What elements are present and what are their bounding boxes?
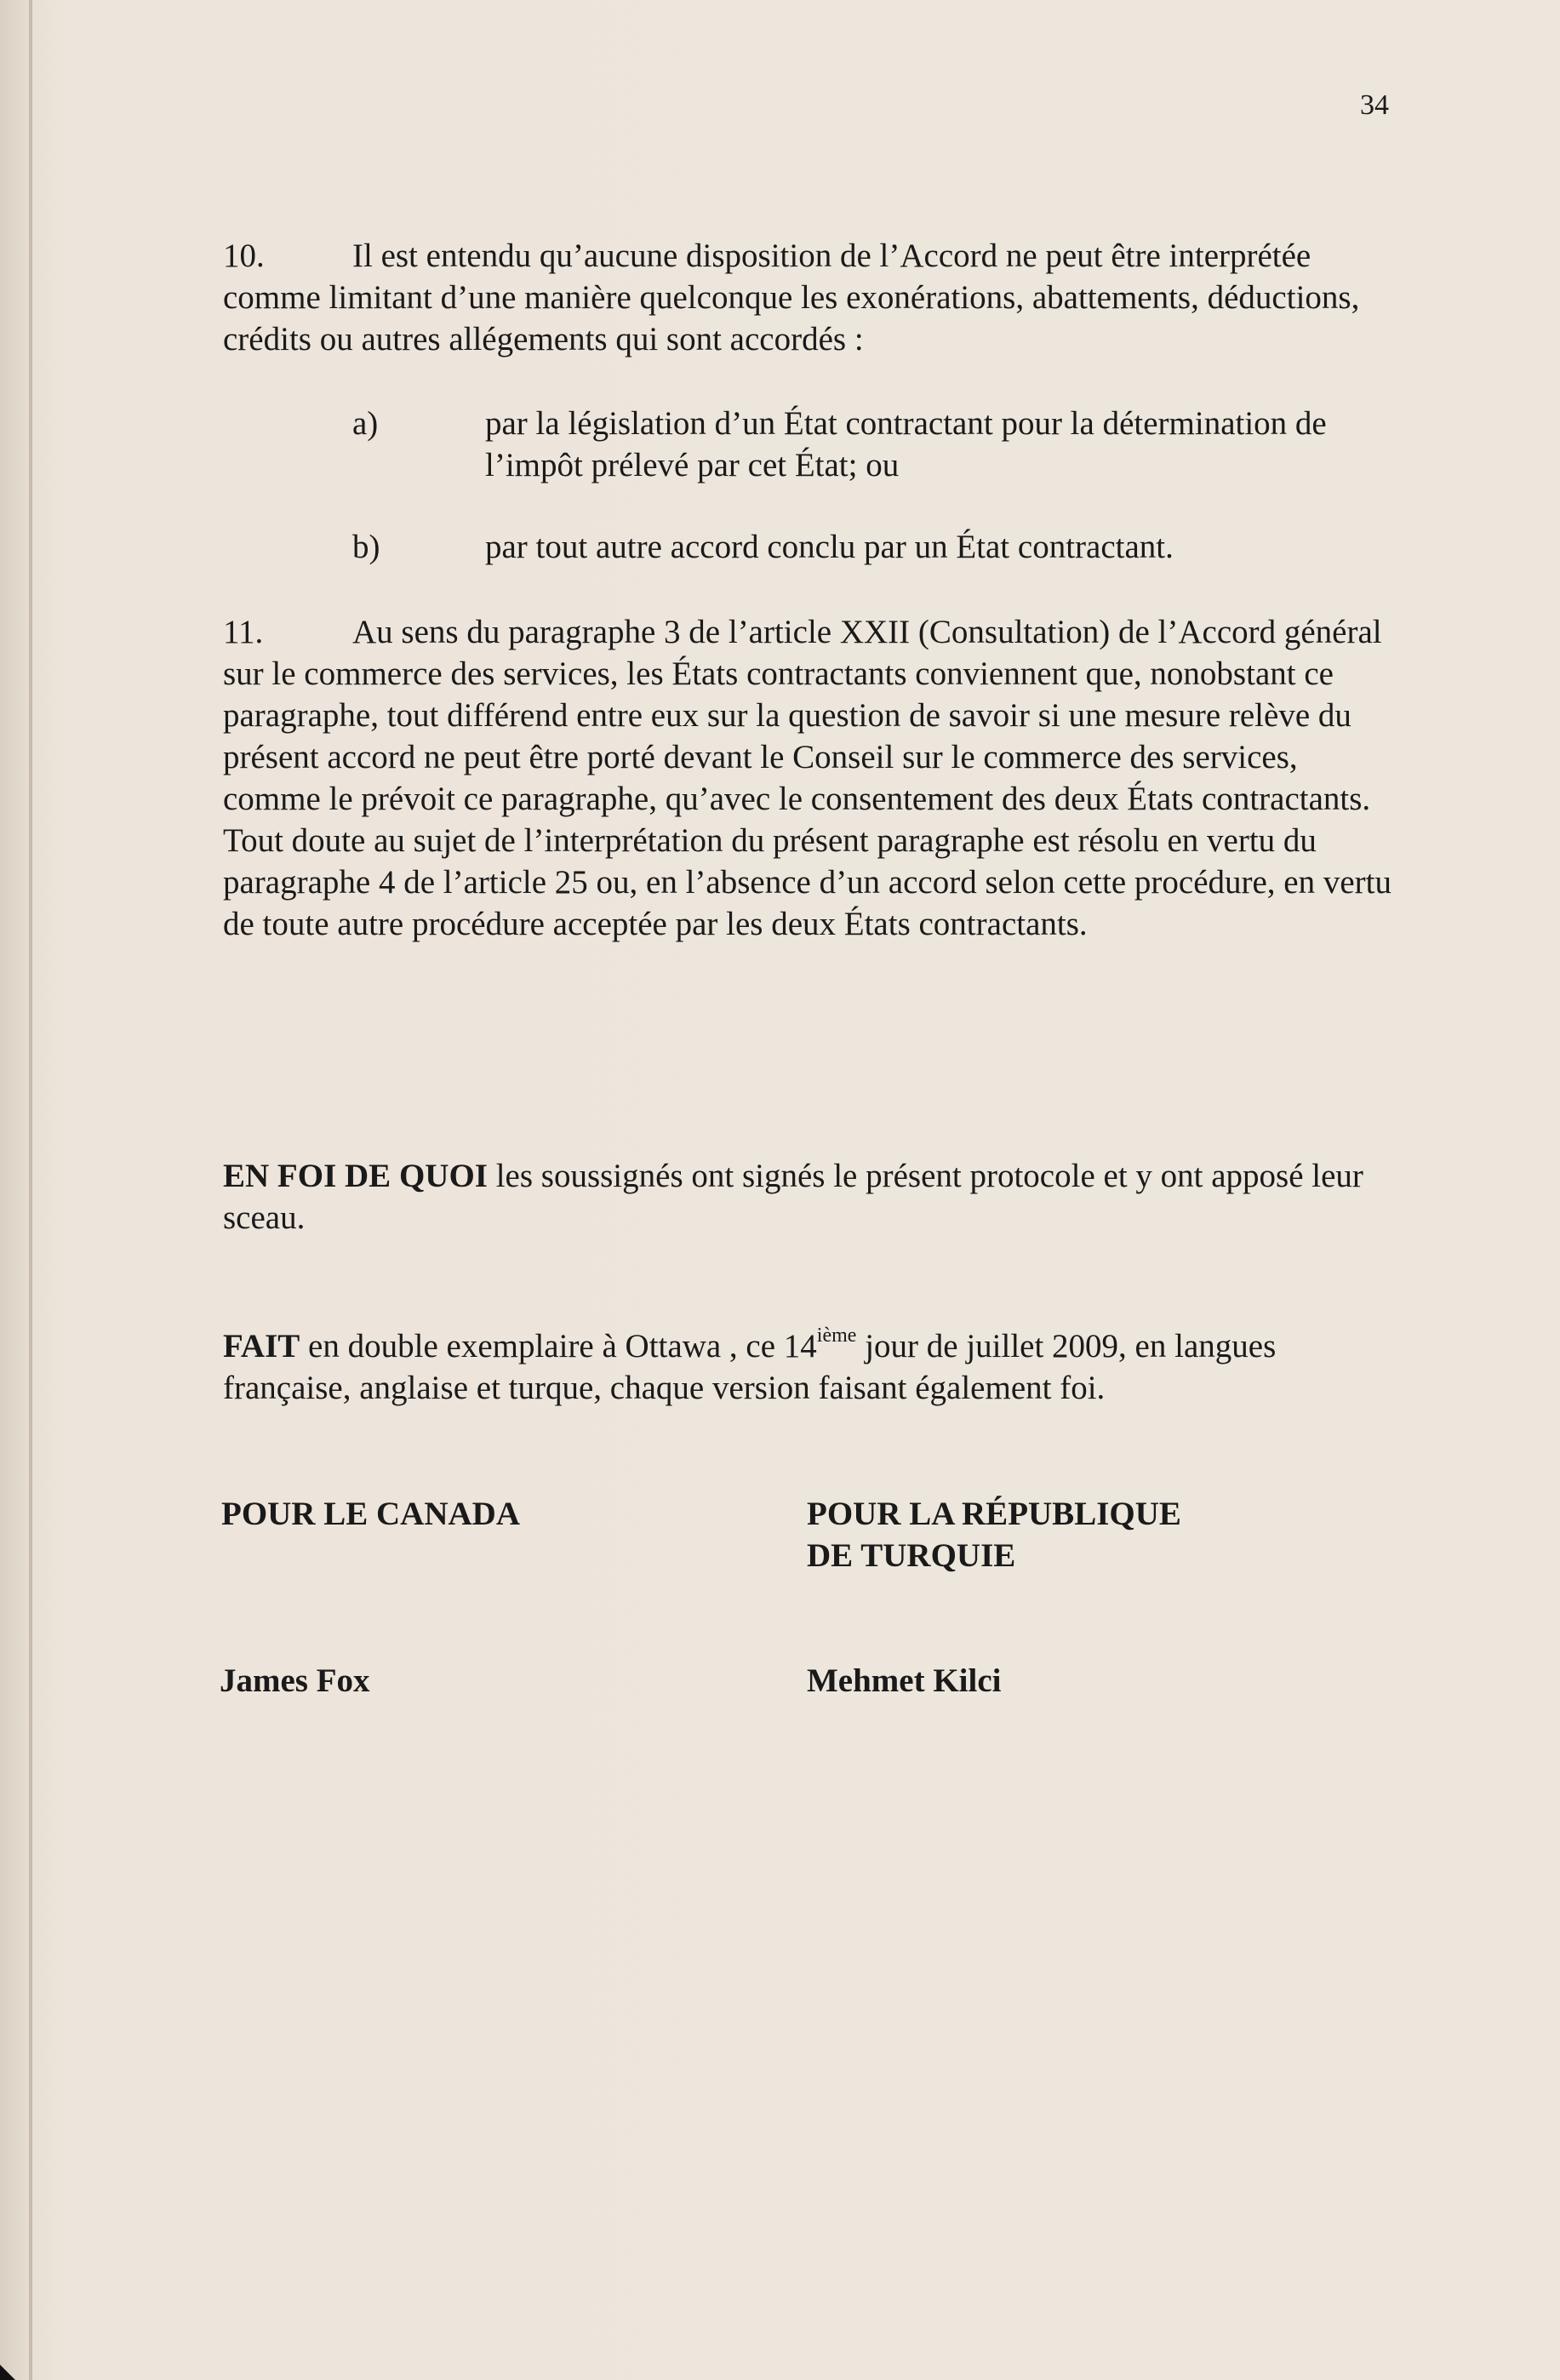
signature-heading-canada: POUR LE CANADA — [221, 1496, 520, 1532]
done-text-start: en double exemplaire à Ottawa , ce 14 — [300, 1328, 817, 1364]
signature-heading-line: POUR LA RÉPUBLIQUE — [807, 1496, 1181, 1532]
witness-text: les soussignés ont signés le présent protocole et y ont apposé leur sceau. — [223, 1158, 1363, 1236]
page-number: 34 — [1360, 89, 1389, 121]
list-item-label: b) — [352, 529, 380, 565]
paragraph-11 — [223, 611, 1397, 945]
list-item-label: a) — [352, 405, 379, 442]
paragraph-text: Au sens du paragraphe 3 de l’article XXII (Consultation) de l’Accord général sur le commerce des services, les États contractants conviennent que, nonobstant ce paragraphe, tout différend entre eux sur la question de savoir si une mesure relève du présent accord ne peut être porté devant le Conseil sur le commerce des services, comme le prévoit ce paragraphe, qu’avec le consentement des deux États contractants. Tout doute au sujet de l’interprétation du présent paragraphe est résolu en vertu du paragraphe 4 de l’article 25 ou, en l’absence d’un accord selon cette procédure, en vertu de toute autre procédure acceptée par les deux États contractants. — [223, 614, 1391, 942]
paragraph-text: Il est entendu qu’aucune disposition de l’Accord ne peut être interprétée comme limitant d’une manière quelconque les exonérations, abattements, déductions, crédits ou autres allégements qui sont accordés : — [223, 237, 1360, 358]
done-clause — [223, 1325, 1397, 1409]
done-lead: FAIT — [223, 1328, 300, 1364]
signer-name-canada: James Fox — [220, 1662, 370, 1699]
corner-mark — [0, 2365, 15, 2380]
signature-heading-turkey — [807, 1493, 1317, 1576]
paragraph-10 — [223, 235, 1397, 360]
ordinal-suffix: ième — [816, 1324, 857, 1347]
witness-clause — [223, 1155, 1397, 1239]
page-binding-edge — [29, 0, 32, 2380]
paragraph-number: 10. — [223, 237, 265, 274]
paragraph-number: 11. — [223, 614, 264, 650]
signer-name-turkey: Mehmet Kilci — [807, 1662, 1002, 1699]
done-text-end: jour de juillet 2009, en langues française, anglaise et turque, chaque version faisant également foi. — [223, 1328, 1277, 1406]
signature-heading-line: DE TURQUIE — [807, 1537, 1016, 1574]
list-item-text: par tout autre accord conclu par un État contractant. — [485, 529, 1174, 565]
witness-lead: EN FOI DE QUOI — [223, 1158, 488, 1194]
list-item-text: par la législation d’un État contractant pour la détermination de l’impôt prélevé par cet État; ou — [485, 405, 1327, 483]
